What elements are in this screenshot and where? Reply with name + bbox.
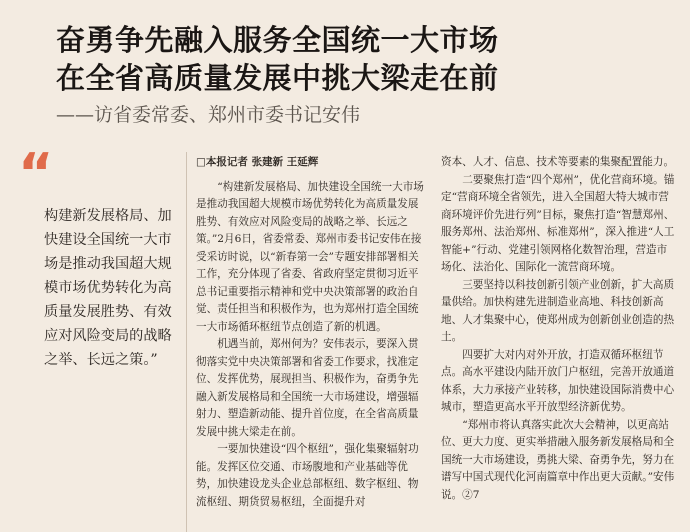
pull-quote: 构建新发展格局、加快建设全国统一大市场是推动我国超大规模市场优势转化为高质量发展胜势、有效应对风险变局的战略之举、长远之策。”: [44, 208, 172, 368]
paragraph: 三要坚持以科技创新引领产业创新，扩大高质量供给。加快构建先进制造业高地、科技创新高地、人才集聚中心，使郑州成为创新创业创造的热土。: [441, 278, 675, 343]
paragraph-continuation: 资本、人才、信息、技术等要素的集聚配置能力。: [441, 156, 675, 168]
headline-line-2: 在全省高质量发展中挑大梁走在前: [56, 61, 499, 95]
paragraph: 一要加快建设“四个枢纽”，强化集聚辐射功能。发挥区位交通、市场腹地和产业基础等优势，加快建设龙头企业总部枢纽、数字枢纽、物流枢纽、期货贸易枢纽，全面提升对: [196, 443, 419, 508]
paragraph: “郑州市将认真落实此次大会精神，以更高站位、更大力度、更实举措融入服务新发展格局和全国统一大市场建设，勇挑大梁、奋勇争先，努力在谱写中国式现代化河南篇章中作出更大贡献。”安伟说。②7: [441, 418, 675, 501]
article-column-2: [441, 154, 677, 504]
paragraph: 二要聚焦打造“四个郑州”，优化营商环境。锚定“营商环境全省领先，进入全国超大特大城市营商环境评价先进行列”目标，聚焦打造“智慧郑州、服务郑州、法治郑州、标准郑州”，深入推进“人工智能+”行动、党建引领网格化数智治理，营造市场化、法治化、国际化一流营商环境。: [441, 173, 675, 273]
byline: □本报记者 张建新 王延辉: [196, 156, 319, 168]
paragraph: “构建新发展格局、加快建设全国统一大市场是推动我国超大规模市场优势转化为高质量发展胜势、有效应对风险变局的战略之举、长远之策。”2月6日，省委常委、郑州市委书记安伟在接受采访时说，以“新春第一会”专题安排部署相关工作，充分体现了省委、省政府坚定贯彻习近平总书记重要指示精神和党中央决策部署的政治自觉、责任担当和积极作为，也为郑州打造全国统一大市场循环枢纽节点创造了新的机遇。: [196, 180, 424, 333]
article-column-1: [196, 154, 426, 511]
column-divider: [186, 152, 187, 532]
subheadline: ——访省委常委、郑州市委书记安伟: [56, 104, 361, 126]
quote-mark-icon: “: [18, 142, 54, 205]
paragraph: 四要扩大对内对外开放，打造双循环枢纽节点。高水平建设内陆开放门户枢纽，完善开放通道体系，大力承接产业转移，加快建设国际消费中心城市，塑造更高水平开放型经济新优势。: [441, 348, 675, 413]
headline-line-1: 奋勇争先融入服务全国统一大市场: [56, 23, 499, 57]
paragraph: 机遇当前，郑州何为？安伟表示，要深入贯彻落实党中央决策部署和省委工作要求，找准定位、发挥优势，展现担当、积极作为，奋勇争先融入新发展格局和全国统一大市场建设，增强辐射力、塑造新动能、提升首位度，在全省高质量发展中挑大梁走在前。: [196, 338, 419, 438]
